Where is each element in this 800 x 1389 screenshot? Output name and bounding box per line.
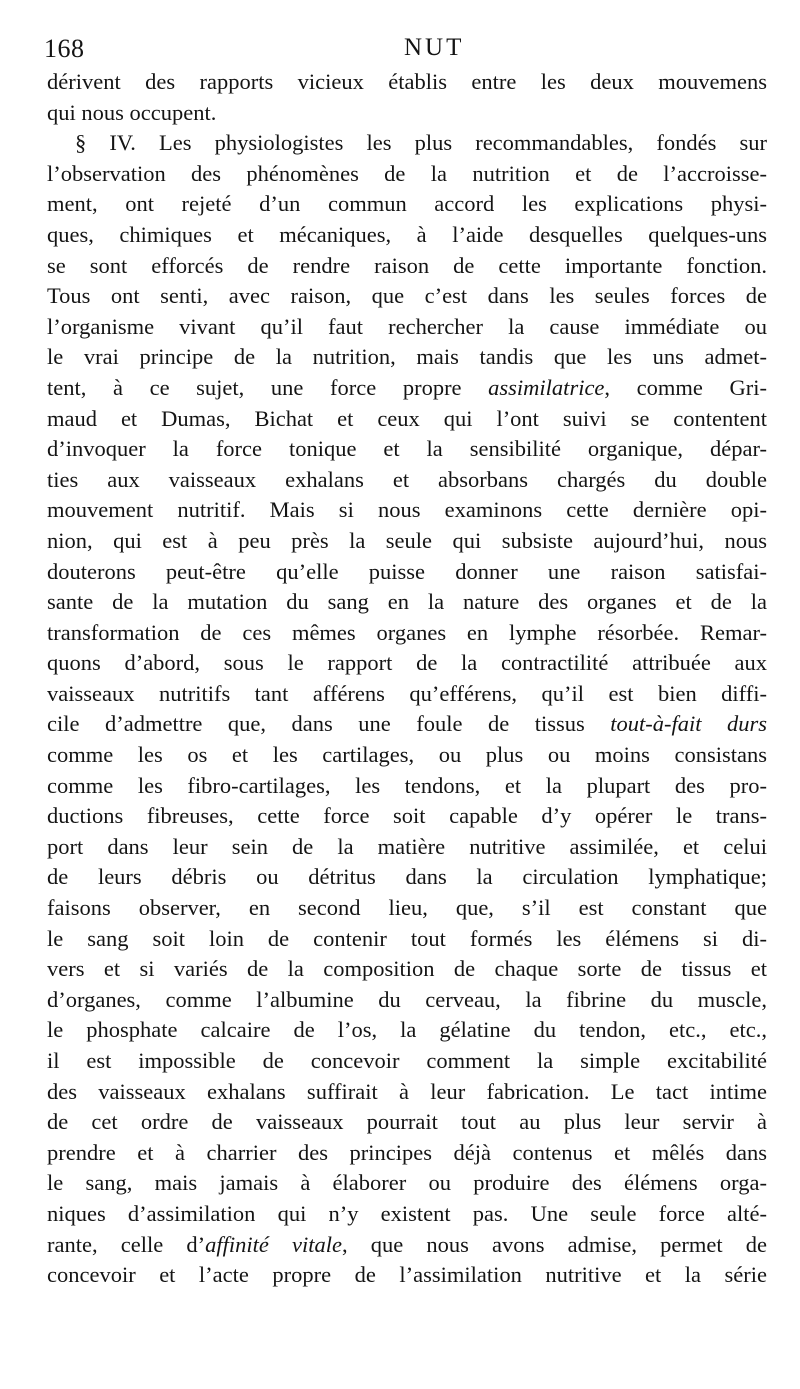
text-line: transformation de ces mêmes organes en lymphe résorbée. Remar-	[47, 619, 767, 645]
italic-term: affinité vitale	[205, 1231, 342, 1257]
text-line: de leurs débris ou détritus dans la circulation lymphatique;	[47, 864, 767, 890]
text-line: ment, ont rejeté d’un commun accord les explications physi-	[47, 191, 767, 217]
text-line: ductions fibreuses, cette force soit capable d’y opérer le trans-	[47, 803, 767, 829]
text-line: d’invoquer la force tonique et la sensibilité organique, dépar-	[47, 436, 767, 462]
text-line: nion, qui est à peu près la seule qui subsiste aujourd’hui, nous	[47, 527, 767, 553]
text-line: prendre et à charrier des principes déjà contenus et mêlés dans	[47, 1139, 767, 1165]
text-line: concevoir et l’acte propre de l’assimilation nutritive et la série	[47, 1262, 767, 1288]
text-line: maud et Dumas, Bichat et ceux qui l’ont suivi se contentent	[47, 405, 767, 431]
text-line: se sont efforcés de rendre raison de cette importante fonction.	[47, 252, 767, 278]
paragraph-first-line: § IV. Les physiologistes les plus recommandables, fondés sur	[75, 130, 767, 156]
text-line: douterons peut-être qu’elle puisse donner une raison satisfai-	[47, 558, 767, 584]
page-header	[44, 30, 764, 70]
text-line: Tous ont senti, avec raison, que c’est dans les seules forces de	[47, 283, 767, 309]
text-line: des vaisseaux exhalans suffirait à leur fabrication. Le tact intime	[47, 1078, 767, 1104]
text-line: tent, à ce sujet, une force propre assimilatrice, comme Gri-	[47, 374, 767, 400]
text-line: vaisseaux nutritifs tant afférens qu’efférens, qu’il est bien diffi-	[47, 680, 767, 706]
text-line: mouvement nutritif. Mais si nous examinons cette dernière opi-	[47, 497, 767, 523]
text-line: ques, chimiques et mécaniques, à l’aide desquelles quelques-uns	[47, 221, 767, 247]
text-line: le sang soit loin de contenir tout formés les élémens si di-	[47, 925, 767, 951]
text-line: comme les os et les cartilages, ou plus ou moins consistans	[47, 742, 767, 768]
text-line: il est impossible de concevoir comment la simple excitabilité	[47, 1048, 767, 1073]
text-line: d’organes, comme l’albumine du cerveau, la fibrine du muscle,	[47, 986, 767, 1012]
text-line: niques d’assimilation qui n’y existent pas. Une seule force alté-	[47, 1200, 767, 1226]
text-line: comme les fibro-cartilages, les tendons, et la plupart des pro-	[47, 772, 767, 798]
text-line: de cet ordre de vaisseaux pourrait tout au plus leur servir à	[47, 1109, 767, 1135]
text-line: cile d’admettre que, dans une foule de tissus tout-à-fait durs	[47, 711, 767, 737]
italic-term: assimilatrice	[488, 374, 605, 400]
text-line: le vrai principe de la nutrition, mais tandis que les uns admet-	[47, 344, 767, 370]
text-line: faisons observer, en second lieu, que, s’il est constant que	[47, 895, 767, 921]
text-line: l’organisme vivant qu’il faut rechercher la cause immédiate ou	[47, 313, 767, 339]
text-line: rante, celle d’affinité vitale, que nous avons admise, permet de	[47, 1231, 767, 1257]
text-line: qui nous occupent.	[47, 99, 217, 125]
page-number: 168	[44, 34, 85, 63]
italic-term: tout-à-fait durs	[610, 711, 767, 737]
running-head: NUT	[404, 34, 465, 61]
text-line: vers et si variés de la composition de chaque sorte de tissus et	[47, 956, 767, 982]
text-line: l’observation des phénomènes de la nutrition et de l’accroisse-	[47, 160, 767, 186]
text-line: port dans leur sein de la matière nutritive assimilée, et celui	[47, 833, 767, 859]
text-line: ties aux vaisseaux exhalans et absorbans chargés du double	[47, 466, 767, 492]
text-line: sante de la mutation du sang en la nature des organes et de la	[47, 589, 767, 615]
text-line: le phosphate calcaire de l’os, la gélatine du tendon, etc., etc.,	[47, 1017, 767, 1043]
text-line: dérivent des rapports vicieux établis entre les deux mouvemens	[47, 69, 767, 94]
text-line: le sang, mais jamais à élaborer ou produire des élémens orga-	[47, 1170, 767, 1196]
text-line: quons d’abord, sous le rapport de la contractilité attribuée aux	[47, 650, 767, 676]
body-text	[47, 67, 767, 1291]
